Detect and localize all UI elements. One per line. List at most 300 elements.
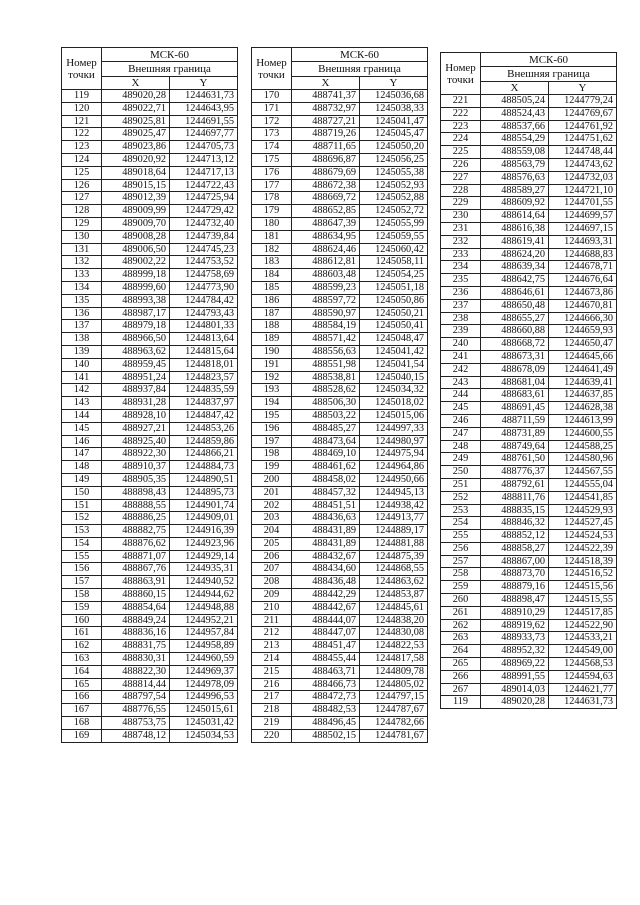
table-row <box>62 179 238 192</box>
table-row <box>62 153 238 166</box>
x-coordinate-cell: 489009,99 <box>102 205 170 218</box>
point-number-cell: 252 <box>441 491 481 504</box>
boundary-header: Внешняя граница <box>292 62 428 76</box>
y-coordinate-cell: 1245051,18 <box>360 281 428 294</box>
table-row <box>62 448 238 461</box>
y-coordinate-cell: 1244748,44 <box>549 146 617 159</box>
x-coordinate-cell: 488679,69 <box>292 166 360 179</box>
x-coordinate-cell: 488619,41 <box>481 235 549 248</box>
x-coordinate-cell: 488952,32 <box>481 645 549 658</box>
point-number-cell: 229 <box>441 197 481 210</box>
y-coordinate-cell: 1244952,21 <box>170 614 238 627</box>
x-coordinate-cell: 488876,62 <box>102 537 170 550</box>
boundary-header: Внешняя граница <box>102 62 238 76</box>
point-number-cell: 196 <box>252 422 292 435</box>
point-number-cell: 140 <box>62 358 102 371</box>
table-row <box>441 466 617 479</box>
y-coordinate-cell: 1245060,42 <box>360 243 428 256</box>
y-coordinate-cell: 1244830,08 <box>360 627 428 640</box>
x-coordinate-cell: 488867,76 <box>102 563 170 576</box>
y-coordinate-cell: 1245052,93 <box>360 179 428 192</box>
x-coordinate-cell: 488811,76 <box>481 491 549 504</box>
y-coordinate-cell: 1245050,21 <box>360 307 428 320</box>
y-coordinate-cell: 1245040,15 <box>360 371 428 384</box>
x-coordinate-cell: 488951,24 <box>102 371 170 384</box>
point-number-cell: 245 <box>441 402 481 415</box>
point-number-cell: 158 <box>62 589 102 602</box>
x-coordinate-cell: 488624,20 <box>481 248 549 261</box>
table-row <box>252 640 428 653</box>
table-row <box>252 729 428 742</box>
point-number-cell: 201 <box>252 486 292 499</box>
y-coordinate-cell: 1244838,20 <box>360 614 428 627</box>
point-number-cell: 181 <box>252 230 292 243</box>
y-coordinate-cell: 1244567,55 <box>549 466 617 479</box>
table-row <box>252 499 428 512</box>
point-number-cell: 145 <box>62 422 102 435</box>
x-coordinate-cell: 488485,27 <box>292 422 360 435</box>
y-coordinate-cell: 1244524,53 <box>549 530 617 543</box>
point-number-cell: 123 <box>62 141 102 154</box>
table-row <box>252 115 428 128</box>
y-coordinate-cell: 1244916,39 <box>170 525 238 538</box>
x-coordinate-cell: 488727,21 <box>292 115 360 128</box>
y-coordinate-cell: 1244743,62 <box>549 158 617 171</box>
point-number-cell: 259 <box>441 581 481 594</box>
x-coordinate-cell: 488455,44 <box>292 653 360 666</box>
y-coordinate-cell: 1244868,55 <box>360 563 428 576</box>
point-number-cell: 264 <box>441 645 481 658</box>
x-coordinate-cell: 488506,30 <box>292 397 360 410</box>
x-coordinate-cell: 488683,61 <box>481 389 549 402</box>
point-number-cell: 243 <box>441 376 481 389</box>
y-coordinate-cell: 1244522,39 <box>549 542 617 555</box>
x-coordinate-cell: 488678,09 <box>481 363 549 376</box>
table-row <box>441 491 617 504</box>
y-coordinate-cell: 1244944,62 <box>170 589 238 602</box>
y-coordinate-cell: 1244516,52 <box>549 568 617 581</box>
point-number-cell: 119 <box>441 696 481 709</box>
x-coordinate-cell: 488776,37 <box>481 466 549 479</box>
point-number-cell: 263 <box>441 632 481 645</box>
point-number-cell: 173 <box>252 128 292 141</box>
y-coordinate-cell: 1244761,92 <box>549 120 617 133</box>
point-number-header: Номер точки <box>441 53 481 95</box>
point-number-cell: 186 <box>252 294 292 307</box>
point-number-cell: 177 <box>252 179 292 192</box>
table-row <box>252 90 428 103</box>
x-coordinate-cell: 488634,95 <box>292 230 360 243</box>
x-coordinate-cell: 488888,55 <box>102 499 170 512</box>
y-coordinate-cell: 1244729,42 <box>170 205 238 218</box>
table-row <box>252 141 428 154</box>
x-coordinate-cell: 488731,89 <box>481 427 549 440</box>
table-row <box>62 281 238 294</box>
y-coordinate-cell: 1244948,88 <box>170 601 238 614</box>
table-row <box>62 115 238 128</box>
table-row <box>441 312 617 325</box>
x-coordinate-cell: 488925,40 <box>102 435 170 448</box>
point-number-cell: 217 <box>252 691 292 704</box>
x-coordinate-cell: 488451,51 <box>292 499 360 512</box>
point-number-cell: 211 <box>252 614 292 627</box>
point-number-cell: 132 <box>62 256 102 269</box>
table-row <box>62 128 238 141</box>
x-coordinate-cell: 488556,63 <box>292 345 360 358</box>
point-number-cell: 240 <box>441 338 481 351</box>
point-number-cell: 157 <box>62 576 102 589</box>
table-row <box>252 435 428 448</box>
table-row <box>252 358 428 371</box>
x-coordinate-cell: 488496,45 <box>292 717 360 730</box>
y-coordinate-cell: 1245045,47 <box>360 128 428 141</box>
x-coordinate-cell: 488749,64 <box>481 440 549 453</box>
y-coordinate-cell: 1244853,26 <box>170 422 238 435</box>
point-number-cell: 225 <box>441 146 481 159</box>
table-row <box>252 192 428 205</box>
point-number-cell: 193 <box>252 384 292 397</box>
y-coordinate-cell: 1244673,86 <box>549 286 617 299</box>
y-coordinate-cell: 1244713,12 <box>170 153 238 166</box>
x-coordinate-cell: 488461,62 <box>292 461 360 474</box>
table-row <box>252 307 428 320</box>
x-coordinate-cell: 488898,47 <box>481 594 549 607</box>
y-header: Y <box>170 76 238 89</box>
y-coordinate-cell: 1244725,94 <box>170 192 238 205</box>
y-coordinate-cell: 1244909,01 <box>170 512 238 525</box>
y-coordinate-cell: 1244875,39 <box>360 550 428 563</box>
point-number-header: Номер точки <box>62 48 102 90</box>
table-row <box>62 537 238 550</box>
y-coordinate-cell: 1244818,01 <box>170 358 238 371</box>
y-coordinate-cell: 1244580,96 <box>549 453 617 466</box>
y-coordinate-cell: 1245059,55 <box>360 230 428 243</box>
y-coordinate-cell: 1244637,85 <box>549 389 617 402</box>
point-number-cell: 147 <box>62 448 102 461</box>
coordinates-table-2 <box>251 47 428 743</box>
point-number-cell: 121 <box>62 115 102 128</box>
x-coordinate-cell: 488797,54 <box>102 691 170 704</box>
x-coordinate-cell: 488442,29 <box>292 589 360 602</box>
point-number-cell: 192 <box>252 371 292 384</box>
x-coordinate-cell: 488858,27 <box>481 542 549 555</box>
point-number-cell: 250 <box>441 466 481 479</box>
y-coordinate-cell: 1244691,55 <box>170 115 238 128</box>
table-row <box>62 601 238 614</box>
point-number-cell: 253 <box>441 504 481 517</box>
point-number-cell: 176 <box>252 166 292 179</box>
table-row <box>252 525 428 538</box>
y-coordinate-cell: 1244641,49 <box>549 363 617 376</box>
point-number-cell: 222 <box>441 107 481 120</box>
table-row <box>252 179 428 192</box>
table-row <box>252 614 428 627</box>
y-coordinate-cell: 1244884,73 <box>170 461 238 474</box>
point-number-cell: 224 <box>441 133 481 146</box>
y-coordinate-cell: 1244890,51 <box>170 473 238 486</box>
table-row <box>441 158 617 171</box>
point-number-cell: 200 <box>252 473 292 486</box>
table-row <box>62 371 238 384</box>
point-number-cell: 233 <box>441 248 481 261</box>
y-coordinate-cell: 1244980,97 <box>360 435 428 448</box>
x-coordinate-cell: 488616,38 <box>481 222 549 235</box>
point-number-cell: 139 <box>62 345 102 358</box>
point-number-cell: 130 <box>62 230 102 243</box>
point-number-cell: 219 <box>252 717 292 730</box>
x-coordinate-cell: 488831,75 <box>102 640 170 653</box>
x-coordinate-cell: 488933,73 <box>481 632 549 645</box>
point-number-cell: 179 <box>252 205 292 218</box>
y-coordinate-cell: 1245034,53 <box>170 729 238 742</box>
point-number-cell: 154 <box>62 537 102 550</box>
x-coordinate-cell: 489025,81 <box>102 115 170 128</box>
point-number-cell: 237 <box>441 299 481 312</box>
y-coordinate-cell: 1244555,04 <box>549 478 617 491</box>
table-row <box>252 384 428 397</box>
table-row <box>441 376 617 389</box>
table-row <box>62 486 238 499</box>
x-coordinate-cell: 488660,88 <box>481 325 549 338</box>
y-coordinate-cell: 1244732,40 <box>170 217 238 230</box>
x-coordinate-cell: 488669,72 <box>292 192 360 205</box>
point-number-cell: 160 <box>62 614 102 627</box>
y-coordinate-cell: 1244996,53 <box>170 691 238 704</box>
y-coordinate-cell: 1244600,55 <box>549 427 617 440</box>
table-row <box>62 627 238 640</box>
x-coordinate-cell: 489020,28 <box>102 90 170 103</box>
x-coordinate-cell: 488910,29 <box>481 606 549 619</box>
point-number-cell: 184 <box>252 269 292 282</box>
point-number-cell: 238 <box>441 312 481 325</box>
table-row <box>62 307 238 320</box>
x-coordinate-cell: 488835,15 <box>481 504 549 517</box>
point-number-cell: 215 <box>252 665 292 678</box>
point-number-cell: 221 <box>441 95 481 108</box>
point-number-cell: 119 <box>62 90 102 103</box>
point-number-cell: 236 <box>441 286 481 299</box>
x-coordinate-cell: 488937,84 <box>102 384 170 397</box>
y-coordinate-cell: 1244969,37 <box>170 665 238 678</box>
table-row <box>441 670 617 683</box>
x-coordinate-cell: 488537,66 <box>481 120 549 133</box>
point-number-cell: 151 <box>62 499 102 512</box>
y-coordinate-cell: 1244751,62 <box>549 133 617 146</box>
table-row <box>441 632 617 645</box>
table-row <box>252 153 428 166</box>
table-row <box>62 333 238 346</box>
x-coordinate-cell: 488959,45 <box>102 358 170 371</box>
table-row <box>252 294 428 307</box>
point-number-cell: 254 <box>441 517 481 530</box>
x-coordinate-cell: 489022,71 <box>102 102 170 115</box>
x-coordinate-cell: 488969,22 <box>481 658 549 671</box>
point-number-cell: 188 <box>252 320 292 333</box>
table-row <box>62 461 238 474</box>
y-coordinate-cell: 1244705,73 <box>170 141 238 154</box>
table-row <box>252 243 428 256</box>
table-row <box>441 325 617 338</box>
y-coordinate-cell: 1245041,47 <box>360 115 428 128</box>
y-coordinate-cell: 1244822,53 <box>360 640 428 653</box>
table-row <box>252 205 428 218</box>
y-coordinate-cell: 1244670,81 <box>549 299 617 312</box>
x-coordinate-cell: 488886,25 <box>102 512 170 525</box>
table-row <box>252 128 428 141</box>
y-coordinate-cell: 1245015,06 <box>360 409 428 422</box>
x-coordinate-cell: 488993,38 <box>102 294 170 307</box>
point-number-cell: 162 <box>62 640 102 653</box>
point-number-cell: 137 <box>62 320 102 333</box>
x-coordinate-cell: 488991,55 <box>481 670 549 683</box>
x-coordinate-cell: 488905,35 <box>102 473 170 486</box>
x-coordinate-cell: 488603,48 <box>292 269 360 282</box>
x-coordinate-cell: 488987,17 <box>102 307 170 320</box>
point-number-cell: 165 <box>62 678 102 691</box>
point-number-cell: 142 <box>62 384 102 397</box>
point-number-cell: 265 <box>441 658 481 671</box>
table-row <box>62 576 238 589</box>
x-coordinate-cell: 488999,60 <box>102 281 170 294</box>
y-coordinate-cell: 1245052,72 <box>360 205 428 218</box>
table-row <box>62 409 238 422</box>
point-number-cell: 235 <box>441 274 481 287</box>
table-row <box>441 555 617 568</box>
point-number-cell: 187 <box>252 307 292 320</box>
y-coordinate-cell: 1244722,43 <box>170 179 238 192</box>
table-row <box>441 286 617 299</box>
point-number-cell: 266 <box>441 670 481 683</box>
x-coordinate-cell: 489023,86 <box>102 141 170 154</box>
boundary-header: Внешняя граница <box>481 67 617 81</box>
x-coordinate-cell: 488442,67 <box>292 601 360 614</box>
table-row <box>252 320 428 333</box>
point-number-cell: 258 <box>441 568 481 581</box>
point-number-cell: 144 <box>62 409 102 422</box>
table-row <box>252 345 428 358</box>
y-coordinate-cell: 1245048,47 <box>360 333 428 346</box>
point-number-cell: 174 <box>252 141 292 154</box>
table-row <box>62 640 238 653</box>
table-row <box>62 397 238 410</box>
x-coordinate-cell: 489020,28 <box>481 696 549 709</box>
table-row <box>252 281 428 294</box>
y-coordinate-cell: 1244666,30 <box>549 312 617 325</box>
y-coordinate-cell: 1244779,24 <box>549 95 617 108</box>
y-coordinate-cell: 1244517,85 <box>549 606 617 619</box>
x-coordinate-cell: 488590,97 <box>292 307 360 320</box>
point-number-cell: 220 <box>252 729 292 742</box>
point-number-cell: 216 <box>252 678 292 691</box>
x-coordinate-cell: 488650,48 <box>481 299 549 312</box>
x-coordinate-cell: 489006,50 <box>102 243 170 256</box>
y-coordinate-cell: 1245034,32 <box>360 384 428 397</box>
table-row <box>441 619 617 632</box>
table-row <box>441 120 617 133</box>
y-coordinate-cell: 1244568,53 <box>549 658 617 671</box>
table-row <box>252 678 428 691</box>
y-coordinate-cell: 1244541,85 <box>549 491 617 504</box>
point-number-cell: 262 <box>441 619 481 632</box>
x-coordinate-cell: 488814,44 <box>102 678 170 691</box>
y-coordinate-cell: 1244950,66 <box>360 473 428 486</box>
y-coordinate-cell: 1245015,61 <box>170 704 238 717</box>
x-coordinate-cell: 489020,92 <box>102 153 170 166</box>
table-row <box>252 550 428 563</box>
x-coordinate-cell: 488854,64 <box>102 601 170 614</box>
table-row <box>252 371 428 384</box>
table-row <box>441 274 617 287</box>
table-row <box>252 230 428 243</box>
coordinates-table-3 <box>440 52 617 709</box>
y-coordinate-cell: 1244945,13 <box>360 486 428 499</box>
table-row <box>441 645 617 658</box>
y-coordinate-cell: 1244817,58 <box>360 653 428 666</box>
point-number-cell: 149 <box>62 473 102 486</box>
table-row <box>441 453 617 466</box>
point-number-cell: 126 <box>62 179 102 192</box>
point-number-cell: 153 <box>62 525 102 538</box>
y-coordinate-cell: 1244805,02 <box>360 678 428 691</box>
y-coordinate-cell: 1244845,61 <box>360 601 428 614</box>
x-coordinate-cell: 488576,63 <box>481 171 549 184</box>
x-coordinate-cell: 488434,60 <box>292 563 360 576</box>
point-number-cell: 191 <box>252 358 292 371</box>
y-coordinate-cell: 1244527,45 <box>549 517 617 530</box>
x-coordinate-cell: 488761,50 <box>481 453 549 466</box>
table-row <box>62 614 238 627</box>
table-row <box>62 435 238 448</box>
x-coordinate-cell: 488538,81 <box>292 371 360 384</box>
table-row <box>441 568 617 581</box>
point-number-cell: 129 <box>62 217 102 230</box>
table-row <box>441 658 617 671</box>
x-coordinate-cell: 488719,26 <box>292 128 360 141</box>
point-number-cell: 185 <box>252 281 292 294</box>
x-coordinate-cell: 488927,21 <box>102 422 170 435</box>
point-number-header: Номер точки <box>252 48 292 90</box>
y-coordinate-cell: 1244518,39 <box>549 555 617 568</box>
point-number-cell: 261 <box>441 606 481 619</box>
point-number-cell: 133 <box>62 269 102 282</box>
x-coordinate-cell: 488822,30 <box>102 665 170 678</box>
x-coordinate-cell: 488444,07 <box>292 614 360 627</box>
y-coordinate-cell: 1244732,03 <box>549 171 617 184</box>
point-number-cell: 267 <box>441 683 481 696</box>
y-coordinate-cell: 1244813,64 <box>170 333 238 346</box>
table-row <box>441 171 617 184</box>
point-number-cell: 124 <box>62 153 102 166</box>
table-row <box>252 397 428 410</box>
point-number-cell: 134 <box>62 281 102 294</box>
x-coordinate-cell: 488451,47 <box>292 640 360 653</box>
table-row <box>441 530 617 543</box>
table-row <box>62 653 238 666</box>
x-coordinate-cell: 488711,59 <box>481 414 549 427</box>
x-coordinate-cell: 488482,53 <box>292 704 360 717</box>
x-coordinate-cell: 488655,27 <box>481 312 549 325</box>
x-coordinate-cell: 488624,46 <box>292 243 360 256</box>
point-number-cell: 241 <box>441 350 481 363</box>
y-coordinate-cell: 1244863,62 <box>360 576 428 589</box>
point-number-cell: 210 <box>252 601 292 614</box>
table-row <box>252 409 428 422</box>
table-row <box>62 384 238 397</box>
table-row <box>62 665 238 678</box>
table-row <box>441 517 617 530</box>
point-number-cell: 183 <box>252 256 292 269</box>
table-row <box>252 102 428 115</box>
